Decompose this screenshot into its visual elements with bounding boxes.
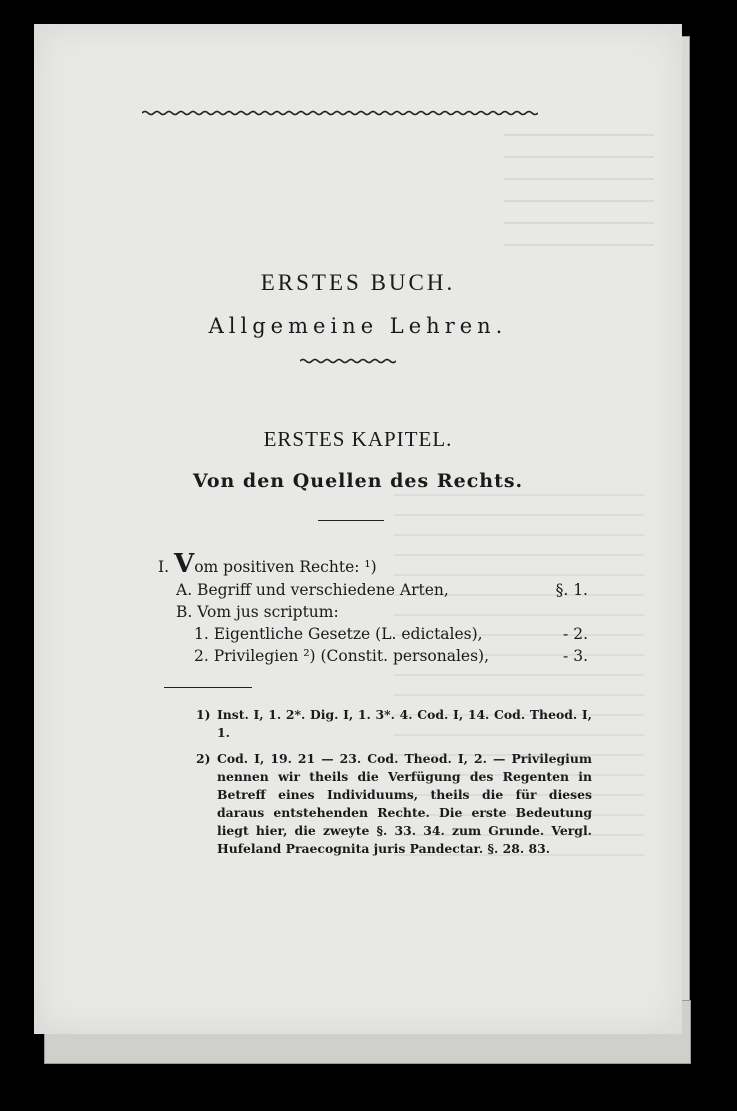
- toc-row: [158, 578, 588, 600]
- toc-row-label: 1. Eigentliche Gesetze (L. edictales),: [194, 625, 483, 643]
- footnote-text: Inst. I, 1. 2*. Dig. I, 1. 3*. 4. Cod. I, 14. Cod. Theod. I, 1.: [217, 707, 592, 740]
- chapter-subtitle: Von den Quellen des Rechts.: [192, 470, 524, 492]
- toc-row-ref: §. 1.: [555, 581, 588, 599]
- footnote-number: 2): [196, 751, 211, 766]
- top-ornament-rule: [142, 110, 538, 116]
- chapter-divider: [318, 520, 384, 521]
- toc-row-label: A. Begriff und verschiedene Arten,: [176, 581, 449, 599]
- toc-row-label: B. Vom jus scriptum:: [176, 603, 339, 621]
- toc-row: [158, 644, 588, 666]
- chapter-title: ERSTES KAPITEL.: [263, 427, 453, 451]
- toc-row-ref: - 3.: [563, 647, 588, 665]
- bleed-through: [504, 134, 654, 264]
- footnotes: [196, 706, 592, 866]
- section-heading-text: om positiven Rechte: ¹): [194, 558, 377, 576]
- document-page: [34, 24, 682, 1034]
- toc-row: [158, 622, 588, 644]
- toc-row: [158, 600, 588, 622]
- toc-section-heading: [158, 548, 588, 578]
- section-initial: V: [174, 549, 195, 579]
- section-numeral: I.: [158, 558, 170, 576]
- toc-row-label: 2. Privilegien ²) (Constit. personales),: [194, 647, 490, 665]
- table-of-contents: [158, 548, 588, 666]
- middle-ornament-rule: [300, 358, 396, 364]
- footnote-text: Cod. I, 19. 21 — 23. Cod. Theod. I, 2. — Privilegium nennen wir theils die Verfügung des Regenten in Betreff eines Individuums, theils die für dieses daraus entstehenden Rechte. Die erste Bedeutung liegt hier, die zweyte §. 33. 34. zum Grunde. Vergl. Hufeland Praecognita juris Pandectar. §. 28. 83.: [217, 751, 592, 856]
- footnote: [196, 750, 592, 858]
- footnote-number: 1): [196, 707, 211, 722]
- toc-row-ref: - 2.: [563, 625, 588, 643]
- book-subtitle: Allgemeine Lehren.: [208, 314, 508, 338]
- book-title: ERSTES BUCH.: [260, 270, 456, 295]
- footnote-divider: [164, 687, 252, 688]
- footnote: [196, 706, 592, 742]
